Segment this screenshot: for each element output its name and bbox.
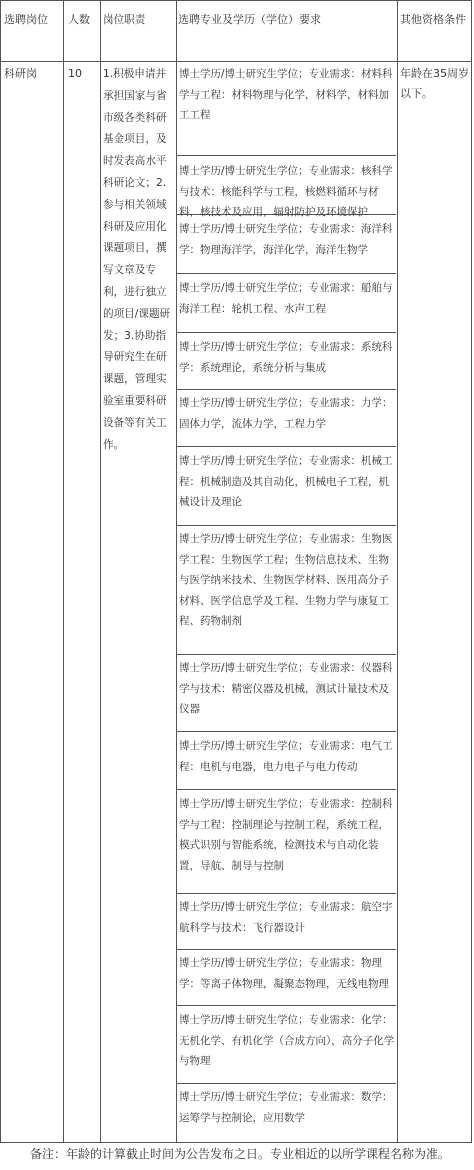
other-conditions: 年龄在35周岁以下。: [400, 67, 469, 100]
post-count: 10: [68, 67, 82, 80]
row-divider: [176, 332, 396, 333]
major-requirement: 博士学历/博士研究生学位；专业需求：仪器科学与技术：精密仪器及机械，测试计量技术及仪器: [179, 662, 393, 715]
header-other: 其他资格条件: [400, 13, 466, 26]
major-requirement: 博士学历/博士研究生学位；专业需求：核科学与技术：核能科学与工程，核燃料循环与材料，核技术及应用，辐射防护及环境保护: [179, 165, 393, 218]
header-post: 选聘岗位: [4, 13, 48, 26]
header-divider: [1, 61, 471, 62]
major-requirement: 博士学历/博士研究生学位；专业需求：航空宇航科学与技术：飞行器设计: [179, 901, 393, 934]
major-requirement: 博士学历/博士研究生学位；专业需求：生物医学工程：生物医学工程；生物信息技术、生物与医学纳米技术、生物医学材料、医用高分子材料、医学信息学及工程、生物力学与康复工程、药物制剂: [179, 533, 393, 627]
column-divider: [397, 1, 398, 1142]
row-divider: [176, 273, 396, 274]
column-divider: [176, 1, 177, 1142]
row-divider: [176, 155, 396, 156]
major-requirement: 博士学历/博士研究生学位；专业需求：系统科学：系统理论，系统分析与集成: [179, 341, 393, 374]
row-divider: [176, 1083, 396, 1084]
major-requirement: 博士学历/博士研究生学位；专业需求：化学：无机化学、有机化学（合成方向），高分子化学与物理: [179, 1014, 395, 1067]
row-divider: [176, 1005, 396, 1006]
major-requirement: 博士学历/博士研究生学位；专业需求：数学：运筹学与控制论，应用数学: [179, 1091, 393, 1124]
major-requirement: 博士学历/博士研究生学位；专业需求：控制科学与工程：控制理论与控制工程，系统工程，模式识别与智能系统，检测技术与自动化装置，导航、制导与控制: [179, 798, 393, 872]
row-divider: [176, 731, 396, 732]
footnote: 备注：年龄的计算截止时间为公告发布之日。专业相近的以所学课程名称为准。: [30, 1147, 451, 1161]
row-divider: [176, 949, 396, 950]
major-requirement: 博士学历/博士研究生学位；专业需求：海洋科学：物理海洋学，海洋化学，海洋生物学: [179, 223, 393, 256]
post-duty: 1.积极申请并承担国家与省市级各类科研基金项目，及时发表高水平科研论文；2.参与相关领域科研及应用化课题项目，撰写文章及专利，进行独立的项目/课题研发；3.协助指导研究生在研课题，管理实验室重要科研设备等有关工作。: [103, 68, 171, 451]
major-requirement: 博士学历/博士研究生学位；专业需求：材料科学与工程：材料物理与化学，材料学，材料加工工程: [179, 68, 393, 121]
column-divider: [63, 1, 64, 1142]
row-divider: [176, 525, 396, 526]
header-count: 人数: [68, 13, 90, 26]
row-divider: [176, 789, 396, 790]
column-divider: [100, 1, 101, 1142]
row-divider: [176, 893, 396, 894]
post-name: 科研岗: [4, 67, 37, 80]
major-requirement: 博士学历/博士研究生学位；专业需求：力学：固体力学，流体力学，工程力学: [179, 397, 393, 430]
header-duty: 岗位职责: [103, 14, 146, 26]
row-divider: [176, 389, 396, 390]
row-divider: [176, 654, 396, 655]
header-majors: 选聘专业及学历（学位）要求: [178, 13, 321, 26]
major-requirement: 博士学历/博士研究生学位；专业需求：船舶与海洋工程：轮机工程、水声工程: [179, 282, 393, 315]
major-requirement: 博士学历/博士研究生学位；专业需求：物理学：等离子体物理，凝聚态物理，无线电物理: [179, 957, 389, 990]
major-requirement: 博士学历/博士研究生学位；专业需求：电气工程：电机与电器，电力电子与电力传动: [179, 740, 393, 773]
row-divider: [176, 446, 396, 447]
major-requirement: 博士学历/博士研究生学位；专业需求：机械工程：机械制造及其自动化，机械电子工程，机械设计及理论: [179, 455, 393, 508]
